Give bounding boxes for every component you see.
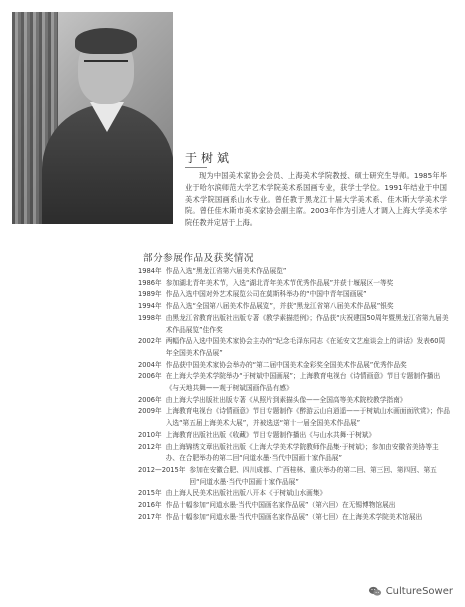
list-item-text: 在上海大学美术学院举办“于树斌中国画展”；上海教育电视台《诗情画意》节目专题制作播出《与天地共舞——观于树斌国画作品有感》 [165,372,441,393]
list-item-text: 参加湖北青年美术节，入选“湖北青年美术节优秀作品展”并获十堰展区一等奖 [165,278,394,287]
list-item-year: 2012—2015年 [138,465,186,474]
list-item-text: 上海教育出版社出版《收藏》节目专题制作播出《与山水共舞·于树斌》 [165,430,376,439]
list-item [138,360,450,372]
artist-bio: 现为中国美术家协会会员、上海美术学院教授、硕士研究生导师。1985年毕业于哈尔滨师范大学艺术学院美术系国画专业，获学士学位。1991年结业于中国美术学院国画系山水专业。曾任教于黑龙江十届大学美术系、佳木斯大学美术学院。曾任佳木斯市美术家协会副主席。2003年作为引进人才调入上海大学美术学院任教并定居于上海。 [185,171,447,228]
list-item [138,313,450,336]
list-item-year: 2010年 [138,430,162,439]
list-item-text: 由上海人民美术出版社出版八开本《于树斌山水画集》 [165,489,327,498]
list-item-text: 作品获中国美术家协会举办的“第二届中国美术金彩奖全国美术作品展”优秀作品奖 [165,360,407,369]
list-item-year: 2004年 [138,360,162,369]
list-item-year: 1998年 [138,313,162,322]
list-item-year: 2017年 [138,512,162,521]
list-item-text: 由上海锦绣文章出版社出版《上海大学美术学院教师作品集·于树斌》；参加由安徽省美协等主办、在合肥举办的第二回“问道水墨·当代中国画十家作品展” [165,442,439,463]
list-item-year: 2002年 [138,337,162,346]
list-item-year: 1984年 [138,267,162,275]
name-divider [185,167,207,168]
list-item-year: 2012年 [138,442,162,451]
list-item-year: 1989年 [138,290,162,299]
list-item-year: 2015年 [138,489,162,498]
list-item-text: 作品入选“黑龙江省第六届美术作品展览” [165,267,287,275]
list-item-year: 2006年 [138,395,162,404]
list-item-text: 两幅作品入选中国美术家协会主办的“纪念毛泽东同志《在延安文艺座谈会上的讲话》发表60周年全国美术作品展” [165,337,446,357]
list-item-text: 参加在安徽合肥、四川成都、广西桂林、重庆举办的第二回、第三回、第四回、第五回“问道水墨·当代中国画十家作品展” [189,465,437,486]
portrait-photo [12,12,173,224]
list-item [138,371,450,394]
portrait-hair [75,28,137,54]
list-item-text: 作品入选“全国第八届美术作品展览”，并获“黑龙江省第八届美术作品展”银奖 [165,302,394,311]
list-item-text: 由黑龙江省教育出版社出版专著《教学素描范例》；作品获“庆祝建国50周年暨黑龙江省第九届美术作品展览”佳作奖 [165,313,449,334]
wechat-icon [368,586,382,597]
watermark [368,586,453,597]
list-item [138,430,450,442]
list-item [138,442,450,465]
list-item [138,395,450,407]
list-item [138,488,450,500]
list-item-text: 作品入选中国对外艺术展览公司在莫斯科举办的“中国中青年国画展” [165,290,367,299]
list-item-text: 由上海大学出版社出版专著《从照片到素描头像——全国高等美术院校教学指南》 [165,395,407,404]
exhibition-list [138,266,450,523]
list-item [138,512,450,524]
list-item [138,289,450,301]
list-item [138,465,450,488]
list-item [138,500,450,512]
section-title: 部分参展作品及获奖情况 [143,253,255,264]
list-item-year: 2006年 [138,372,162,381]
list-item [138,278,450,290]
portrait-glasses [84,60,128,72]
list-item [138,406,450,429]
list-item-text: 上海教育电视台《诗情画意》节目专题制作《醉游云山自逍遥——于树斌山水画面面欣赏》；作品入选“第五届上海美术大展”，并被选送“第十一届全国美术作品展” [165,407,450,428]
list-item [138,336,450,359]
list-item-text: 作品十幅参加“问道水墨·当代中国画名家作品展”（第六回）在无锡博物馆展出 [165,501,396,510]
list-item-year: 2016年 [138,501,162,510]
watermark-text: CultureSower [385,586,453,597]
artist-name: 于树斌 [185,151,234,165]
list-item [138,266,450,278]
list-item-text: 作品十幅参加“问道水墨·当代中国画名家作品展”（第七回）在上海美术学院美术馆展出 [165,512,423,521]
list-item-year: 1986年 [138,278,162,287]
list-item-year: 1994年 [138,302,162,311]
list-item [138,301,450,313]
list-item-year: 2009年 [138,407,162,416]
